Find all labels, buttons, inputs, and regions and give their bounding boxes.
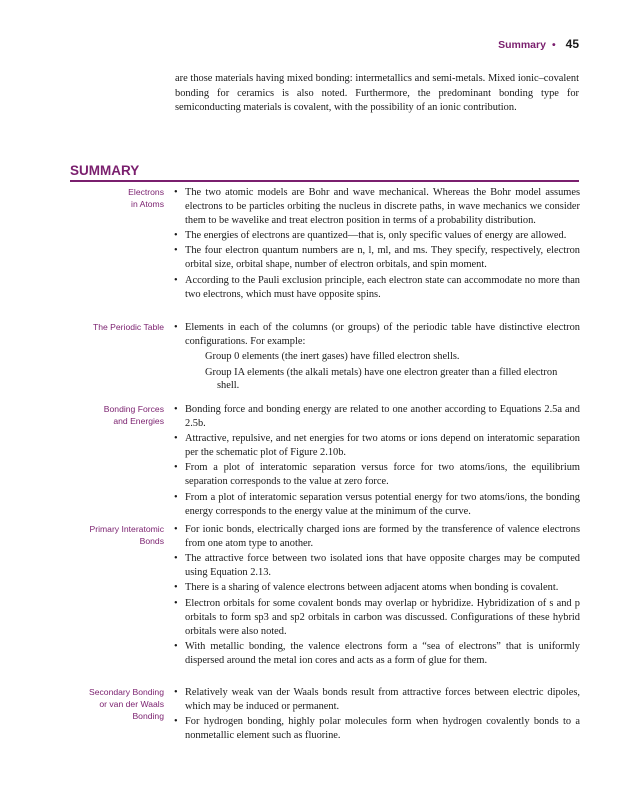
running-head-section: Summary xyxy=(498,39,546,51)
list-item: Group IA elements (the alkali metals) have one electron greater than a filled electron shell. xyxy=(205,366,558,392)
list-item: • Electron orbitals for some covalent bonds may overlap or hybridize. Hybridization of s and p orbitals to form sp3 and sp2 orbitals in carbon was discussed. Configurations of these hybrid orbitals were also noted. xyxy=(173,597,580,639)
list-item: • Elements in each of the columns (or groups) of the periodic table have distinctive electron configurations. For example: xyxy=(173,321,580,349)
bullet-list xyxy=(173,186,580,303)
section-label: The Periodic Table xyxy=(92,322,164,332)
page-number: 45 xyxy=(565,37,579,51)
section-label: Electrons in Atoms xyxy=(128,187,164,210)
bullet-list xyxy=(173,523,580,669)
list-item: • Bonding force and bonding energy are related to one another according to Equations 2.5a and 2.5b. xyxy=(173,403,580,431)
list-item: • From a plot of interatomic separation versus force for two atoms/ions, the equilibrium separation corresponds to the value at zero force. xyxy=(173,461,580,489)
list-item: • With metallic bonding, the valence electrons form a “sea of electrons” that is uniformly dispersed around the metal ion cores and acts as a form of glue for them. xyxy=(173,640,580,668)
bullet-list xyxy=(173,403,580,520)
list-item: • There is a sharing of valence electrons between adjacent atoms when bonding is covalent. xyxy=(173,581,580,595)
summary-heading: SUMMARY xyxy=(70,163,579,182)
list-item: • The four electron quantum numbers are n, l, ml, and ms. They specify, respectively, electron orbital size, orbital shape, number of electron orbitals, and spin moment. xyxy=(173,244,580,272)
section-label: Primary Interatomic Bonds xyxy=(89,524,164,547)
list-item: • For ionic bonds, electrically charged ions are formed by the transference of valence electrons from one atom type to another. xyxy=(173,523,580,551)
list-item: Group 0 elements (the inert gases) have filled electron shells. xyxy=(205,351,460,363)
list-item: • According to the Pauli exclusion principle, each electron state can accommodate no more than two electrons, which must have opposite spins. xyxy=(173,274,580,302)
bullet-list xyxy=(173,321,580,395)
section-label: Bonding Forces and Energies xyxy=(103,404,164,427)
list-item: • The two atomic models are Bohr and wave mechanical. Whereas the Bohr model assumes electrons to be particles orbiting the nucleus in discrete paths, in wave mechanics we consider them to be wavelike and treat electron position in terms of a probability distribution. xyxy=(173,186,580,228)
list-item: • From a plot of interatomic separation versus potential energy for two atoms/ions, the bonding energy corresponds to the energy value at the minimum of the curve. xyxy=(173,491,580,519)
section-label: Secondary Bonding or van der Waals Bonding xyxy=(88,687,164,722)
bullet-list xyxy=(173,686,580,744)
list-item: • The energies of electrons are quantized—that is, only specific values of energy are allowed. xyxy=(173,229,580,243)
list-item: • Relatively weak van der Waals bonds result from attractive forces between electric dipoles, which may be induced or permanent. xyxy=(173,686,580,714)
list-item: • The attractive force between two isolated ions that have opposite charges may be computed using Equation 2.13. xyxy=(173,552,580,580)
running-head xyxy=(498,37,579,51)
list-item: • For hydrogen bonding, highly polar molecules form when hydrogen covalently bonds to a nonmetallic element such as fluorine. xyxy=(173,715,580,743)
list-item: • Attractive, repulsive, and net energies for two atoms or ions depend on interatomic separation per the schematic plot of Figure 2.10b. xyxy=(173,432,580,460)
running-head-separator: • xyxy=(551,39,556,51)
intro-paragraph: are those materials having mixed bonding: intermetallics and semi-metals. Mixed ionic–covalent bonding for ceramics is also noted. Furthermore, the predominant bonding type for semiconducting materials is covalent, with the possibility of an ionic contribution. xyxy=(175,73,579,114)
